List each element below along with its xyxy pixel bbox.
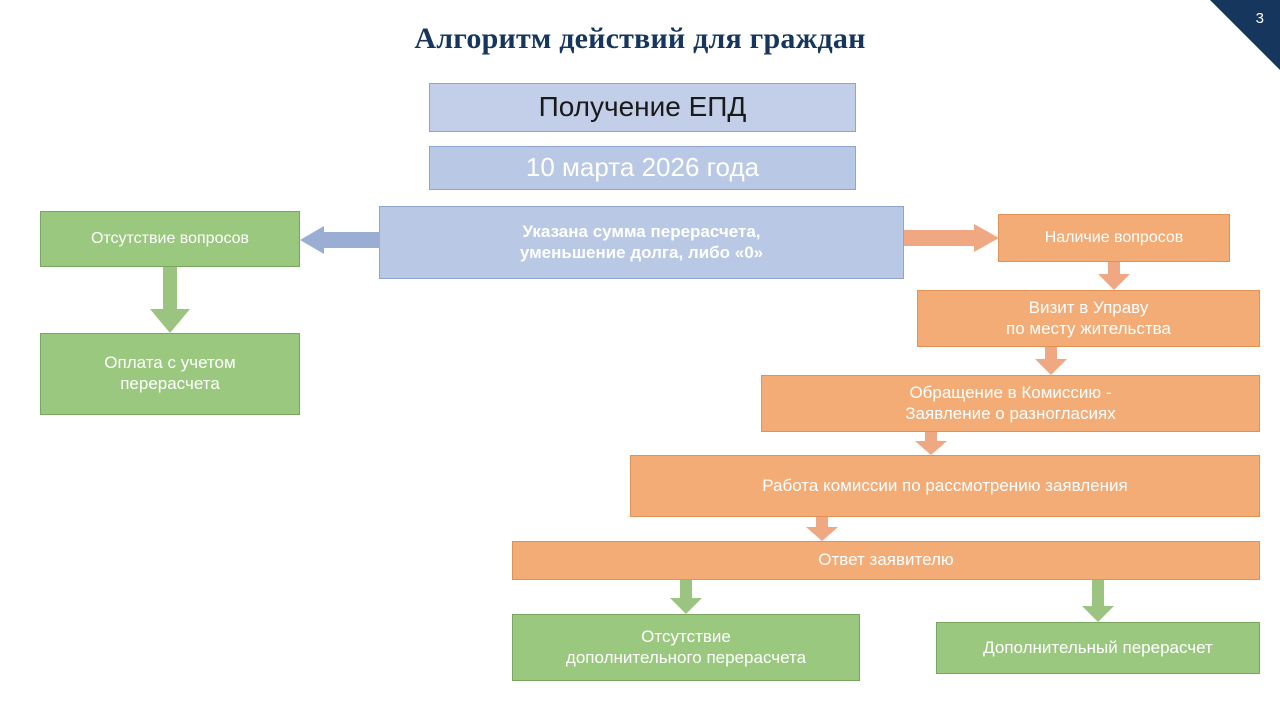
- node-extra-recalculation: [936, 622, 1260, 674]
- node-recalculation-sum-line2: уменьшение долга, либо «0»: [519, 242, 764, 262]
- node-extra-recalculation-label: Дополнительный перерасчет: [983, 637, 1213, 657]
- node-recalculation-sum-line1: Указана сумма перерасчета,: [522, 221, 761, 241]
- node-visit-uprava: [917, 290, 1260, 347]
- arrow-visit-to-commission-request: [1035, 347, 1067, 375]
- node-commission-request-line2: Заявление о разногласиях: [905, 403, 1116, 423]
- arrow-center-to-questions: [904, 224, 999, 252]
- arrow-center-to-no-questions: [300, 226, 380, 254]
- node-epd-label: Получение ЕПД: [538, 91, 747, 123]
- node-commission-request-line1: Обращение в Комиссию -: [909, 382, 1112, 402]
- node-epd: [429, 83, 856, 132]
- node-commission-request: [761, 375, 1260, 432]
- node-date: [429, 146, 856, 190]
- node-has-questions: [998, 214, 1230, 262]
- node-visit-uprava-line1: Визит в Управу: [1028, 297, 1149, 317]
- node-payment: [40, 333, 300, 415]
- node-visit-uprava-line2: по месту жительства: [1006, 318, 1171, 338]
- node-no-questions: [40, 211, 300, 267]
- page-title: Алгоритм действий для граждан: [414, 22, 866, 55]
- node-recalculation-sum: [379, 206, 904, 279]
- arrow-answer-to-no-extra: [670, 580, 702, 614]
- node-commission-work: [630, 455, 1260, 517]
- slide-number: 3: [1255, 10, 1264, 27]
- node-answer: [512, 541, 1260, 580]
- node-no-extra-recalculation: [512, 614, 860, 681]
- node-no-extra-recalculation-line2: дополнительного перерасчета: [565, 647, 807, 667]
- arrow-questions-to-visit: [1098, 262, 1130, 290]
- arrow-commission-work-to-answer: [806, 517, 838, 541]
- arrow-no-questions-to-payment: [150, 267, 190, 333]
- node-payment-line2: перерасчета: [120, 374, 220, 393]
- node-answer-label: Ответ заявителю: [818, 550, 954, 570]
- node-payment-line1: Оплата с учетом: [104, 353, 236, 373]
- node-commission-work-label: Работа комиссии по рассмотрению заявления: [762, 475, 1128, 495]
- arrow-answer-to-extra: [1082, 580, 1114, 622]
- node-has-questions-label: Наличие вопросов: [1044, 229, 1184, 247]
- node-no-questions-label: Отсутствие вопросов: [90, 230, 250, 248]
- arrow-commission-request-to-work: [915, 432, 947, 455]
- node-no-extra-recalculation-line1: Отсутствие: [641, 626, 731, 646]
- node-date-label: 10 марта 2026 года: [525, 152, 760, 183]
